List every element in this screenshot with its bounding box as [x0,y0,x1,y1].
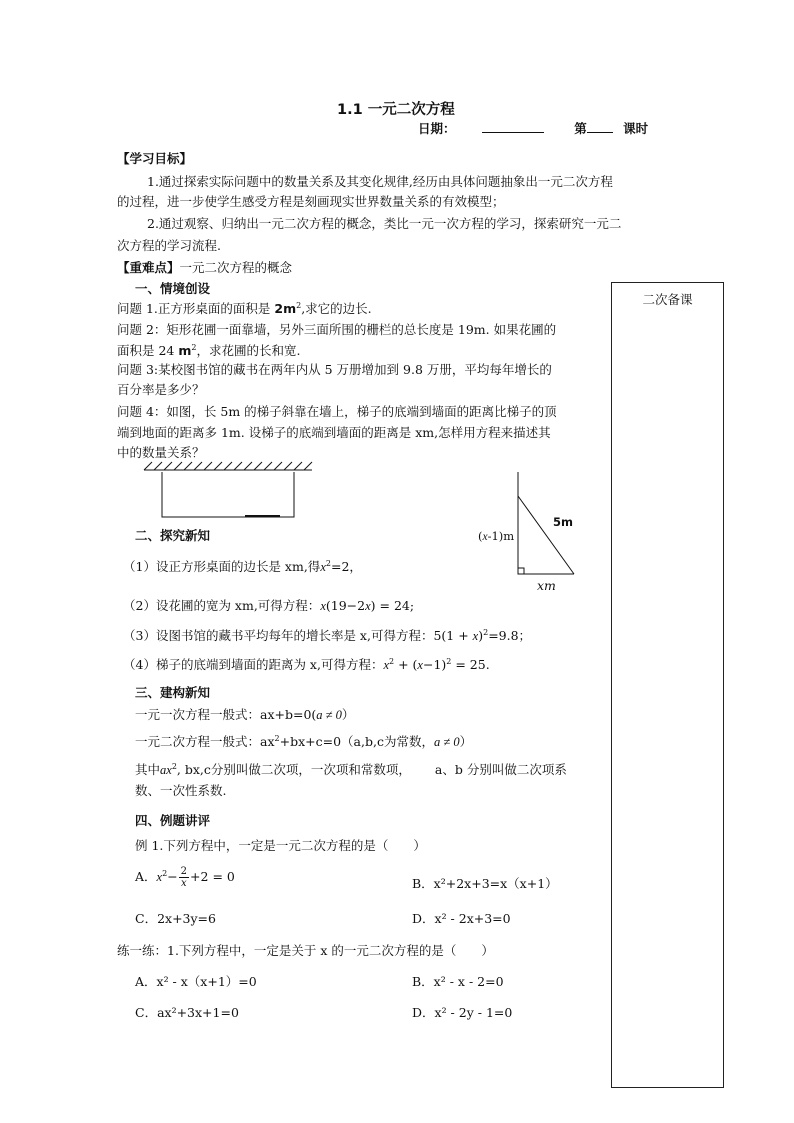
wall-height-label [478,529,514,543]
key-points [117,258,292,276]
quad-close: ） [459,734,473,749]
key-points-text: 一元二次方程的概念 [179,260,293,275]
side-notes-box [611,282,724,1088]
q2-unit-exp: 2 [191,342,197,352]
e2-text: （2）设花圃的宽为 xm,可得方程： [123,598,321,613]
practice-option-d: D．x² - 2y - 1=0 [412,1005,513,1020]
e3-eq: 5(1 + [433,628,473,643]
page-title: 1.1 一元二次方程 [337,102,455,118]
q1-text: 问题 1.正方形桌面的面积是 [117,301,275,316]
period-suffix: 课时 [623,121,649,136]
linear-condition: a ≠ 0 [316,708,342,722]
terms-text: 其中 [135,762,161,777]
practice-option-a: A．x² - x（x+1）=0 [135,974,257,989]
date-label: 日期： [418,121,456,136]
e4-eq: + ( [394,657,418,672]
side-notes-label: 二次备课 [642,292,693,307]
question-2-line: 问题 2：矩形花圃一面靠墙，另外三面所围的栅栏的总长度是 19m. 如果花圃的 [117,322,557,337]
quad-form: ax [260,734,275,749]
terms-text-mid: , bx,c分别叫做二次项，一次项和常数项， [176,762,411,777]
question-3-line: 百分率是多少？ [117,382,205,397]
terms-line-2: 数、一次性系数. [135,783,227,798]
q2-text-end: ，求花圃的长和宽. [196,343,301,358]
section3-heading: 三、建构新知 [135,685,211,700]
linear-form: ax+b=0( [260,707,317,722]
example-1-question: 例 1.下列方程中，一定是一元二次方程的是（ ） [135,838,426,853]
period-blank [587,120,613,133]
terms-coeffs: a、b 分别叫做二次项系 [434,762,567,777]
e2-var: x [320,599,326,613]
e2-eq-end: ) = 24; [370,598,415,613]
ground-distance-label: xm [537,578,556,593]
exploration-4: （4）梯子的底端到墙面的距离为 x,可得方程：$x^2 + (x-1)^2 = 25$. [123,656,490,672]
quad-label: 一元二次方程一般式： [135,734,261,749]
question-4-line: 中的数量关系？ [117,445,205,460]
wall-height-var: x [482,531,488,543]
practice-option-b: B．x² - x - 2=0 [412,974,504,989]
example-1-option-b: B．x²+2x+3=x（x+1） [412,876,558,891]
e3-text: （3）设图书馆的藏书平均每年的增长率是 x,可得方程： [123,628,434,643]
wall-height-paren: ( [478,529,483,543]
q1-text-end: ,求它的边长. [301,301,372,316]
wall-height-rest: -1)m [487,529,515,543]
ladder-length-label: 5m [553,515,573,529]
e3-eq-mid: ) [478,628,484,643]
terms-quad: ax [160,763,172,777]
q1-area: 2m [274,301,297,316]
q2-unit: m [178,343,192,358]
question-3-line: 问题 3:某校图书馆的藏书在两年内从 5 万册增加到 9.8 万册，平均每年增长的 [117,362,552,377]
e1-text-end: =2， [330,559,362,574]
date-blank [482,120,544,133]
e4-text: （4）梯子的底端到墙面的距离为 x,可得方程： [123,657,384,672]
date-line [418,119,648,137]
example-1-option-c: C．2x+3y=6 [135,911,216,926]
exploration-2: （2）设花圃的宽为 xm,可得方程：x(19−2x) = 24; [123,598,415,613]
option-a-rest: +2 = 0 [190,869,235,884]
practice-question: 练一练：1.下列方程中，一定是关于 x 的一元二次方程的是（ ） [117,943,494,958]
objectives-heading: 【学习目标】 [117,151,193,166]
linear-general-form [135,705,354,723]
e1-text: （1）设正方形桌面的边长是 xm,得 [123,559,321,574]
section1-heading: 一、情境创设 [135,281,211,296]
example-1-option-a: A．$x^2-$ $\frac{2}{x}$ +2 = 0 [135,866,235,889]
quad-condition: a ≠ 0 [433,735,460,749]
q1-area-exp: 2 [296,300,302,310]
q2-text: 面积是 24 [117,343,179,358]
option-a-fraction: $\frac{2}{x}$ [180,866,188,889]
question-4-line: 问题 4：如图，长 5m 的梯子斜靠在墙上，梯子的底端到墙面的距离比梯子的顶 [117,404,557,419]
option-a-letter: A． [135,869,157,884]
question-2-line [117,341,300,359]
section2-heading: 二、探究新知 [135,528,211,543]
terms-line: 其中$ax^2$, bx,c分别叫做二次项，一次项和常数项， a、b 分别叫做二次项系 [135,761,567,777]
exploration-1: （1）设正方形桌面的边长是 xm,得$x^2=2$， [123,558,362,574]
practice-option-c: C．ax²+3x+1=0 [135,1005,239,1020]
garden-figure [142,461,314,523]
objective-line: 次方程的学习流程. [117,238,221,253]
question-4-line: 端到地面的距离多 1m. 设梯子的底端到墙面的距离是 xm,怎样用方程来描述其 [117,425,551,440]
question-1 [117,299,372,317]
quadratic-general-form: 一元二次方程一般式：$ax^2+bx+c=0(a,b,c$为常数，a ≠ 0） [135,733,473,749]
e4-eq-mid: −1) [422,657,447,672]
e4-eq-end: = 25. [451,657,490,672]
e2-eq: (19−2 [325,598,366,613]
period-prefix: 第 [574,121,587,136]
example-1-option-d: D．x² - 2x+3=0 [412,911,511,926]
key-points-heading: 【重难点】 [117,260,180,275]
e3-eq-end: =9.8； [488,628,532,643]
exploration-3: （3）设图书馆的藏书平均每年的增长率是 x,可得方程：$5(1 + x)^2=9.8$； [123,627,532,643]
objective-line: 1.通过探索实际问题中的数量关系及其变化规律,经历由具体问题抽象出一元二次方程 [147,174,613,189]
linear-label: 一元一次方程一般式： [135,707,261,722]
e1-var: x [320,560,326,574]
linear-close: ） [341,707,355,722]
objective-line: 的过程，进一步使学生感受方程是刻画现实世界数量关系的有效模型； [117,194,505,209]
section4-heading: 四、例题讲评 [135,813,211,828]
quad-form-rest: +bx+c=0（a,b,c为常数， [279,734,434,749]
objective-line: 2.通过观察、归纳出一元二次方程的概念，类比一元一次方程的学习，探索研究一元二 [147,216,622,231]
